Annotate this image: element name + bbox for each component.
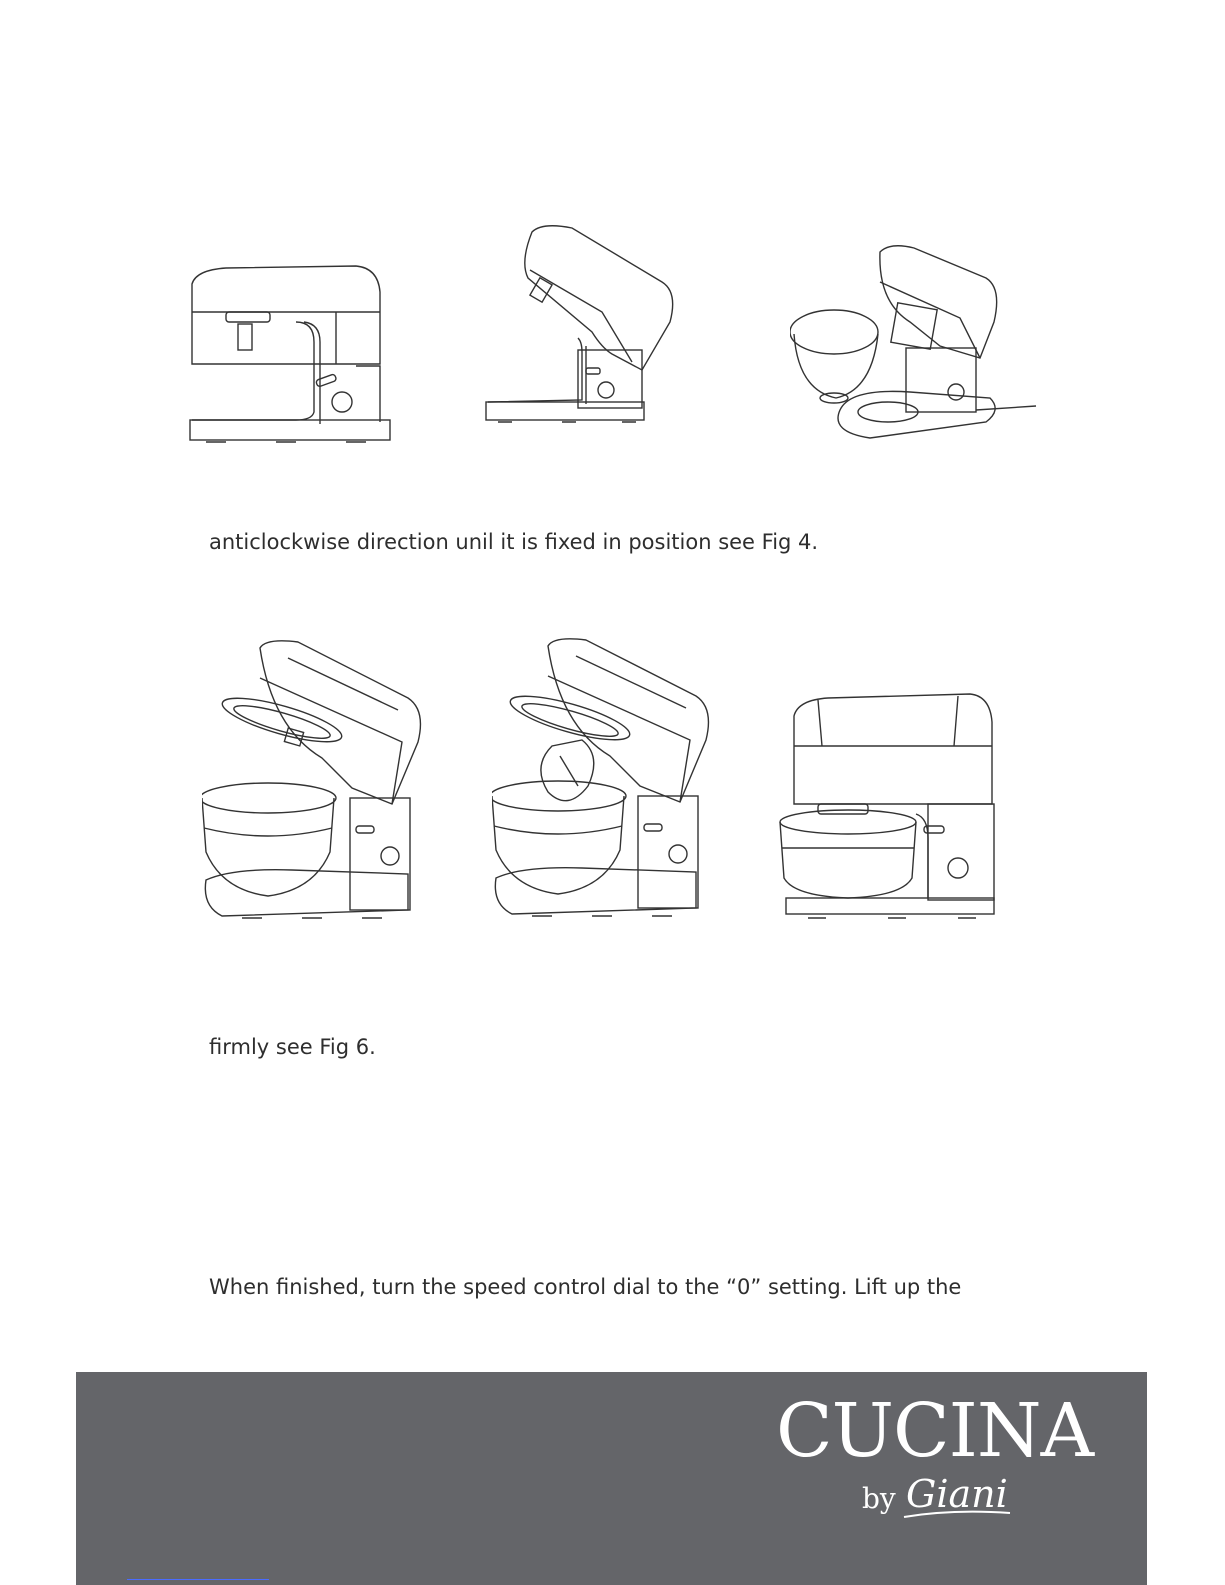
footer-link-underline[interactable] bbox=[127, 1579, 269, 1580]
mixer-tilted-icon bbox=[482, 222, 682, 432]
mixer-closed-icon bbox=[186, 262, 394, 452]
instruction-text-finish: When finished, turn the speed control dial to the “0” setting. Lift up the bbox=[209, 1275, 962, 1299]
instruction-text-fig4: anticlockwise direction unil it is fixed in position see Fig 4. bbox=[209, 530, 819, 554]
mixer-with-beater-icon bbox=[492, 636, 724, 920]
brand-logo-name: CUCINA bbox=[776, 1388, 1094, 1474]
mixer-bowl-removed-icon bbox=[790, 242, 1046, 442]
instruction-text-fig6: firmly see Fig 6. bbox=[209, 1035, 376, 1059]
mixer-splash-guard-icon bbox=[202, 638, 434, 922]
brand-logo-by: by bbox=[862, 1482, 896, 1515]
brand-logo-giani: Giani bbox=[906, 1472, 1008, 1516]
brand-swoosh-icon bbox=[902, 1506, 1012, 1525]
mixer-assembled-icon bbox=[778, 692, 1004, 920]
